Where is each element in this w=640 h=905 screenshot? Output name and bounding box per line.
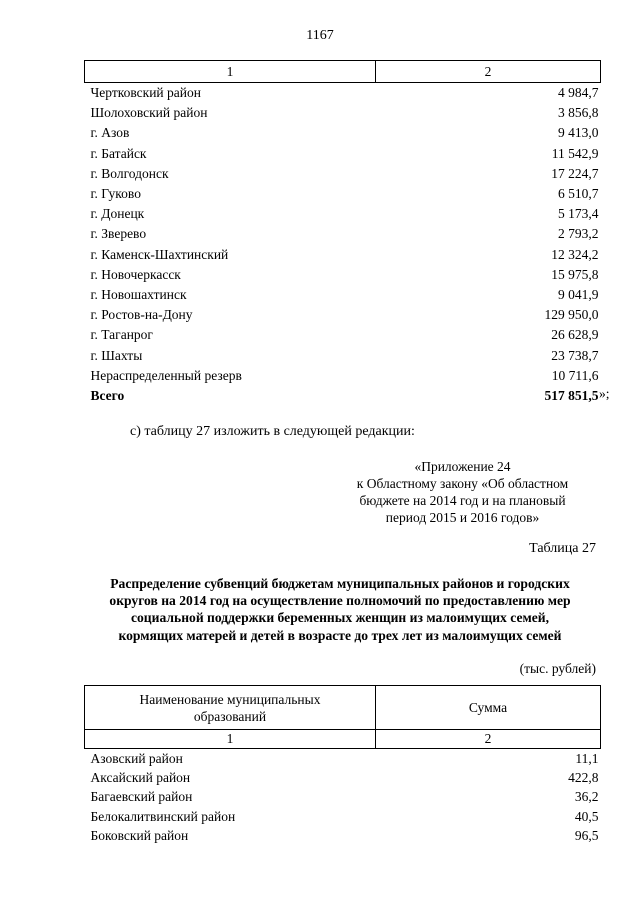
table-row	[85, 285, 601, 305]
row-value: 9 041,9	[558, 286, 599, 302]
appendix-line: «Приложение 24	[414, 459, 511, 474]
row-name: Шолоховский район	[90, 105, 208, 121]
table-row	[85, 325, 601, 345]
table-row	[85, 787, 601, 806]
table-row	[85, 144, 601, 164]
row-name: г. Каменск-Шахтинский	[90, 246, 229, 262]
table-row	[85, 345, 601, 365]
header-amount: Сумма	[376, 686, 601, 730]
table-row	[85, 305, 601, 325]
total-value: 517 851,5	[544, 387, 599, 403]
row-name: г. Волгодонск	[90, 165, 169, 181]
row-value: 2 793,2	[558, 226, 599, 242]
table-row	[85, 164, 601, 184]
row-name: г. Новошахтинск	[90, 286, 187, 302]
subvention-distribution-table	[84, 685, 601, 845]
row-value: 6 510,7	[558, 186, 599, 202]
header-municipality-name	[85, 686, 376, 730]
row-value: 3 856,8	[558, 105, 599, 121]
row-name: г. Ростов-на-Дону	[90, 307, 193, 323]
table-label: Таблица 27	[529, 541, 596, 556]
row-value: 5 173,4	[558, 206, 599, 222]
row-name: г. Донецк	[90, 206, 145, 222]
row-value: 10 711,6	[551, 367, 599, 383]
row-value: 11,1	[575, 751, 599, 767]
row-name: г. Шахты	[90, 347, 143, 363]
table-row	[85, 204, 601, 224]
table-row	[85, 749, 601, 769]
total-row	[85, 386, 601, 406]
row-name: г. Батайск	[90, 145, 147, 161]
column-number-1: 1	[85, 730, 376, 749]
row-value: 11 542,9	[551, 145, 599, 161]
appendix-line: бюджете на 2014 год и на плановый	[359, 493, 566, 508]
row-name: г. Азов	[90, 125, 130, 141]
heading-line: округов на 2014 год на осуществление полномочий по предоставлению мер	[109, 593, 571, 609]
table-row	[85, 83, 601, 104]
row-value: 36,2	[574, 789, 599, 805]
column-number-2: 2	[376, 61, 601, 83]
row-value: 129 950,0	[544, 307, 599, 323]
column-number-1: 1	[85, 61, 376, 83]
amendment-paragraph: с) таблицу 27 изложить в следующей редакции:	[130, 424, 415, 439]
table-row	[85, 807, 601, 826]
row-value: 15 975,8	[551, 266, 599, 282]
heading-line: кормящих матерей и детей в возрасте до трех лет из малоимущих семей	[118, 627, 562, 643]
row-name: г. Таганрог	[90, 327, 153, 343]
table-row	[85, 265, 601, 285]
table-row	[85, 224, 601, 244]
appendix-line: к Областному закону «Об областном	[356, 476, 569, 491]
row-value: 26 628,9	[551, 327, 599, 343]
column-number-2: 2	[376, 730, 601, 749]
header-line: образований	[193, 708, 267, 724]
table-row	[85, 768, 601, 787]
row-value: 4 984,7	[558, 85, 599, 101]
row-value: 9 413,0	[558, 125, 599, 141]
table-row	[85, 245, 601, 265]
row-name: Азовский район	[90, 751, 183, 767]
row-name: г. Гуково	[90, 186, 141, 202]
total-label: Всего	[90, 387, 125, 403]
row-name: Чертковский район	[90, 85, 201, 101]
table-row	[85, 826, 601, 845]
row-value: 40,5	[574, 808, 599, 824]
table-row	[85, 366, 601, 386]
units-label: (тыс. рублей)	[519, 661, 596, 676]
row-name: г. Зверево	[90, 226, 147, 242]
table-heading	[60, 575, 620, 644]
row-name: Нераспределенный резерв	[90, 367, 242, 383]
row-name: Боковский район	[90, 827, 189, 843]
appendix-reference	[330, 458, 595, 526]
table-row	[85, 184, 601, 204]
table-header-row	[85, 686, 601, 730]
row-value: 23 738,7	[551, 347, 599, 363]
row-name: Багаевский район	[90, 789, 193, 805]
row-value: 96,5	[574, 827, 599, 843]
table-row	[85, 103, 601, 123]
row-name: Белокалитвинский район	[90, 808, 236, 824]
row-name: Аксайский район	[90, 770, 191, 786]
heading-line: социальной поддержки беременных женщин из малоимущих семей,	[130, 610, 550, 626]
row-value: 17 224,7	[551, 165, 599, 181]
municipal-allocation-table-continued	[84, 60, 601, 406]
row-name: г. Новочеркасск	[90, 266, 181, 282]
appendix-line: период 2015 и 2016 годов»	[385, 510, 540, 525]
total-closing-quote: »;	[599, 386, 610, 401]
table-column-number-row	[85, 730, 601, 749]
page-number: 1167	[306, 28, 334, 43]
table-row	[85, 123, 601, 143]
heading-line: Распределение субвенций бюджетам муниципальных районов и городских	[110, 576, 570, 591]
row-value: 422,8	[568, 770, 599, 786]
table-column-number-row	[85, 61, 601, 83]
header-line: Наименование муниципальных	[139, 691, 321, 707]
row-value: 12 324,2	[551, 246, 599, 262]
